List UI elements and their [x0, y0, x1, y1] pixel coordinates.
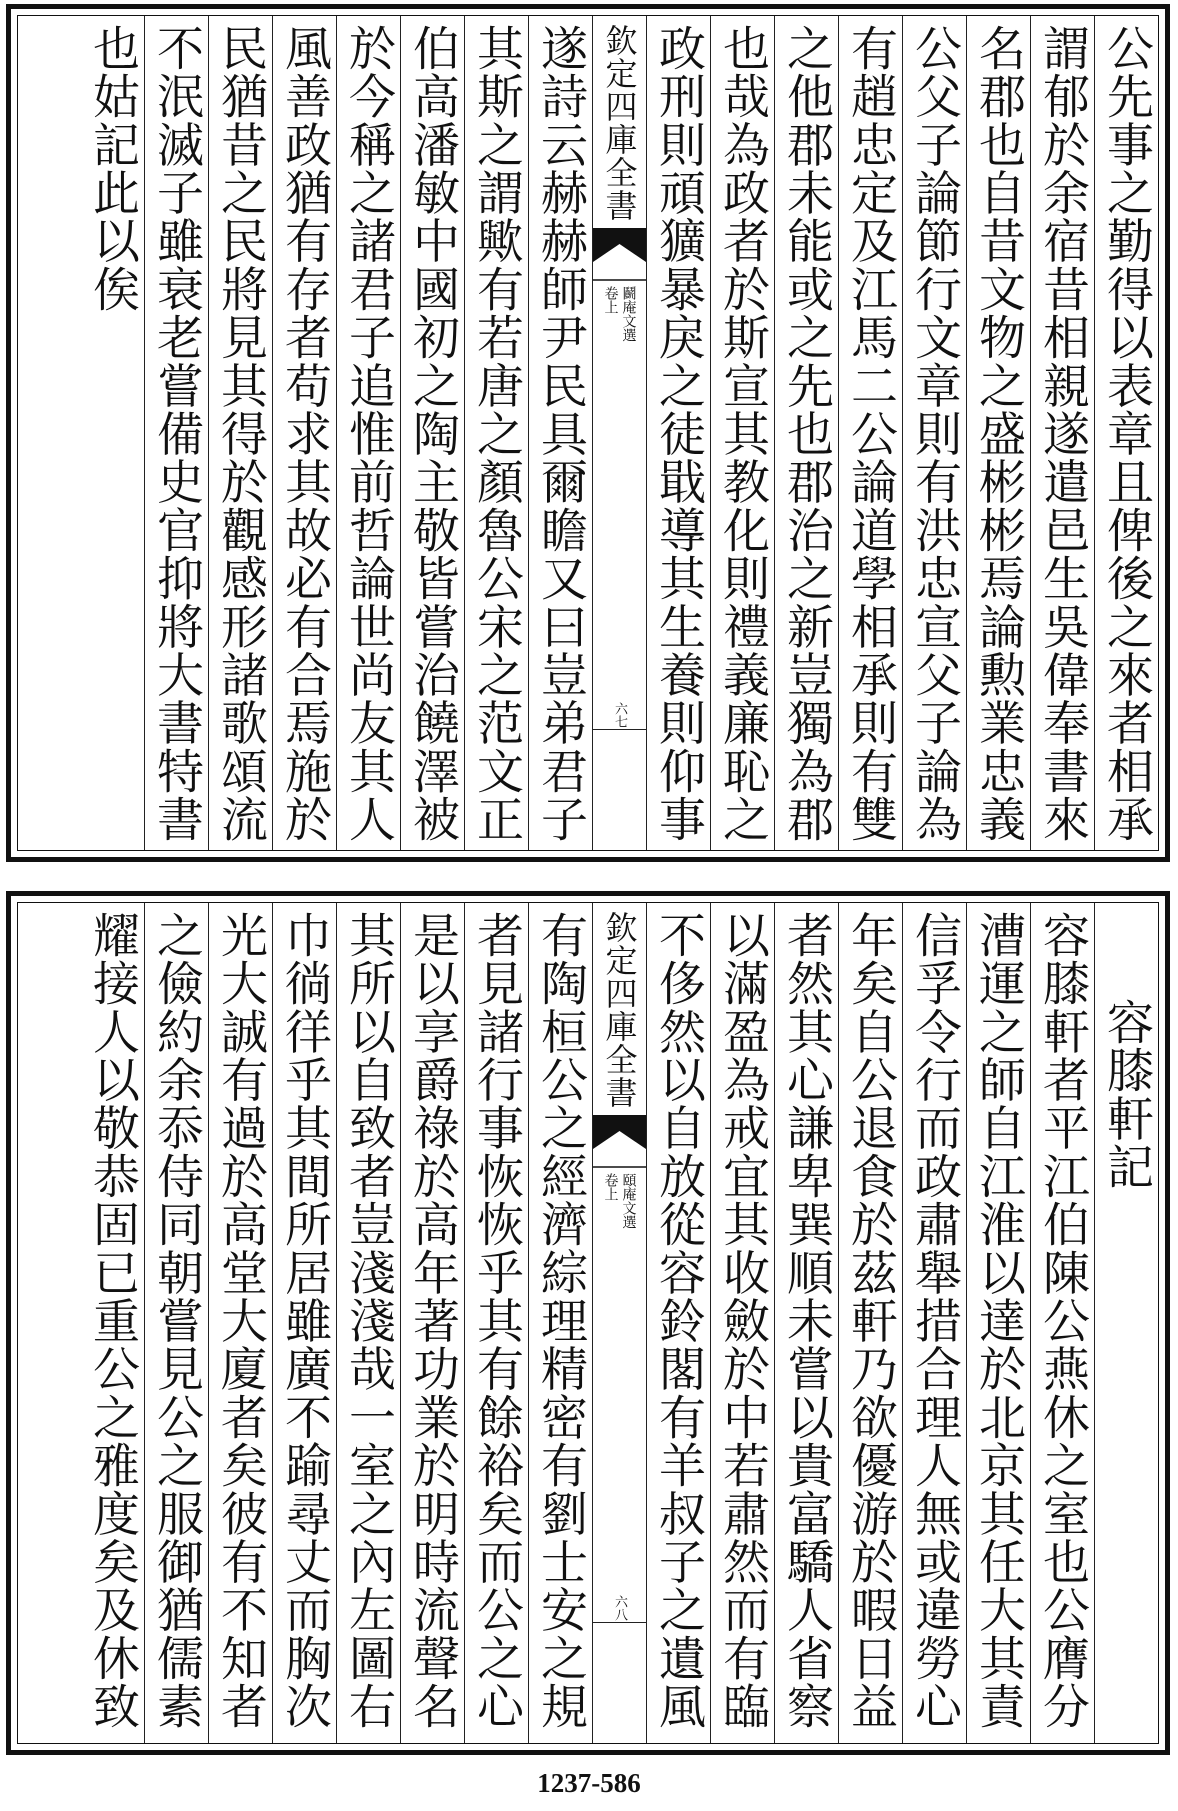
- book-title: 鬬庵文選: [620, 286, 637, 342]
- text-column: 耀接人以敬恭固已重公之雅度矣及休致: [85, 911, 140, 1731]
- text-column: 遂詩云赫赫師尹民具爾瞻又曰豈弟君子: [528, 16, 592, 850]
- text-column: 者見諸行事恢恢乎其有餘裕矣而公之心: [464, 903, 528, 1743]
- text-column: 名郡也自昔文物之盛彬彬焉論勲業忠義: [966, 16, 1030, 850]
- text-column: 民猶昔之民將見其得於觀感形諸歌頌流: [208, 16, 272, 850]
- text-column: 公先事之勤得以表章且俾後之來者相承: [1094, 16, 1158, 850]
- divider: [593, 729, 646, 730]
- text-column: 以滿盈為戒宜其收斂於中若肅然而有臨: [710, 903, 774, 1743]
- text-column: 也哉為政者於斯宣其教化則禮義廉恥之: [710, 16, 774, 850]
- text-column: 之他郡未能或之先也郡治之新豈獨為郡: [774, 16, 838, 850]
- top-page-text-block: [17, 15, 1159, 851]
- text-column: 謂郁於余宿昔相親遂遣邑生吳偉奉書來: [1030, 16, 1094, 850]
- text-column: 政刑則頑獷暴戾之徒戢導其生養則仰事: [646, 16, 710, 850]
- text-column: 其斯之謂歟有若唐之顏魯公宋之范文正: [464, 16, 528, 850]
- text-column: 有趙忠定及江馬二公論道學相承則有雙: [838, 16, 902, 850]
- text-column: 其所以自致者豈淺淺哉一室之內左圖右: [336, 903, 400, 1743]
- divider: [593, 1622, 646, 1623]
- text-column: 公父子論節行文章則有洪忠宣父子論為: [902, 16, 966, 850]
- text-column: 年矣自公退食於茲軒乃欲優游於暇日益: [838, 903, 902, 1743]
- series-title: 欽定四庫全書: [600, 24, 639, 222]
- page-number: 六八: [612, 1595, 627, 1621]
- center-fold-header: [592, 903, 646, 1743]
- footer-page-id: 1237-586: [537, 1768, 641, 1798]
- text-column: 信孚令行而政肅舉措合理人無或違勞心: [902, 903, 966, 1743]
- text-column: 不泯滅子雖衰老嘗備史官抑將大書特書: [144, 16, 208, 850]
- top-page: [6, 4, 1170, 862]
- book-info: [603, 286, 637, 342]
- page-number: 六七: [612, 702, 627, 728]
- series-title: 欽定四庫全書: [600, 911, 639, 1109]
- book-info: [603, 1173, 637, 1229]
- text-column: 於今稱之諸君子追惟前哲論世尚友其人: [336, 16, 400, 850]
- bottom-page: [6, 891, 1170, 1755]
- text-column: 風善政猶有存者苟求其故必有合焉施於: [272, 16, 336, 850]
- text-column: 容膝軒者平江伯陳公燕休之室也公膺分: [1030, 903, 1094, 1743]
- volume-label: 卷上: [602, 286, 619, 314]
- text-column: 有陶桓公之經濟綜理精密有劉士安之規: [528, 903, 592, 1743]
- fish-tail-mark-icon: [593, 1109, 646, 1169]
- text-column: 之儉約余忝侍同朝嘗見公之服御猶儒素: [144, 903, 208, 1743]
- text-column: 不侈然以自放從容鈴閣有羊叔子之遺風: [646, 903, 710, 1743]
- text-column: 是以享爵祿於高年著功業於明時流聲名: [400, 903, 464, 1743]
- text-column: 伯高潘敏中國初之陶主敬皆嘗治饒澤被: [400, 16, 464, 850]
- center-fold-header: [592, 16, 646, 850]
- text-column: 巾徜徉乎其間所居雖廣不踰尋丈而胸次: [272, 903, 336, 1743]
- bottom-page-text-block: [17, 902, 1159, 1744]
- book-title: 頤庵文選: [620, 1173, 637, 1229]
- text-column: 也姑記此以俟: [85, 24, 140, 314]
- text-column: 光大誠有過於高堂大廈者矣彼有不知者: [208, 903, 272, 1743]
- essay-title: 容膝軒記: [1094, 903, 1158, 1743]
- volume-label: 卷上: [602, 1173, 619, 1201]
- text-column: 漕運之師自江淮以達於北京其任大其責: [966, 903, 1030, 1743]
- fish-tail-mark-icon: [593, 222, 646, 282]
- text-column: 者然其心謙卑巽順未嘗以貴富驕人省察: [774, 903, 838, 1743]
